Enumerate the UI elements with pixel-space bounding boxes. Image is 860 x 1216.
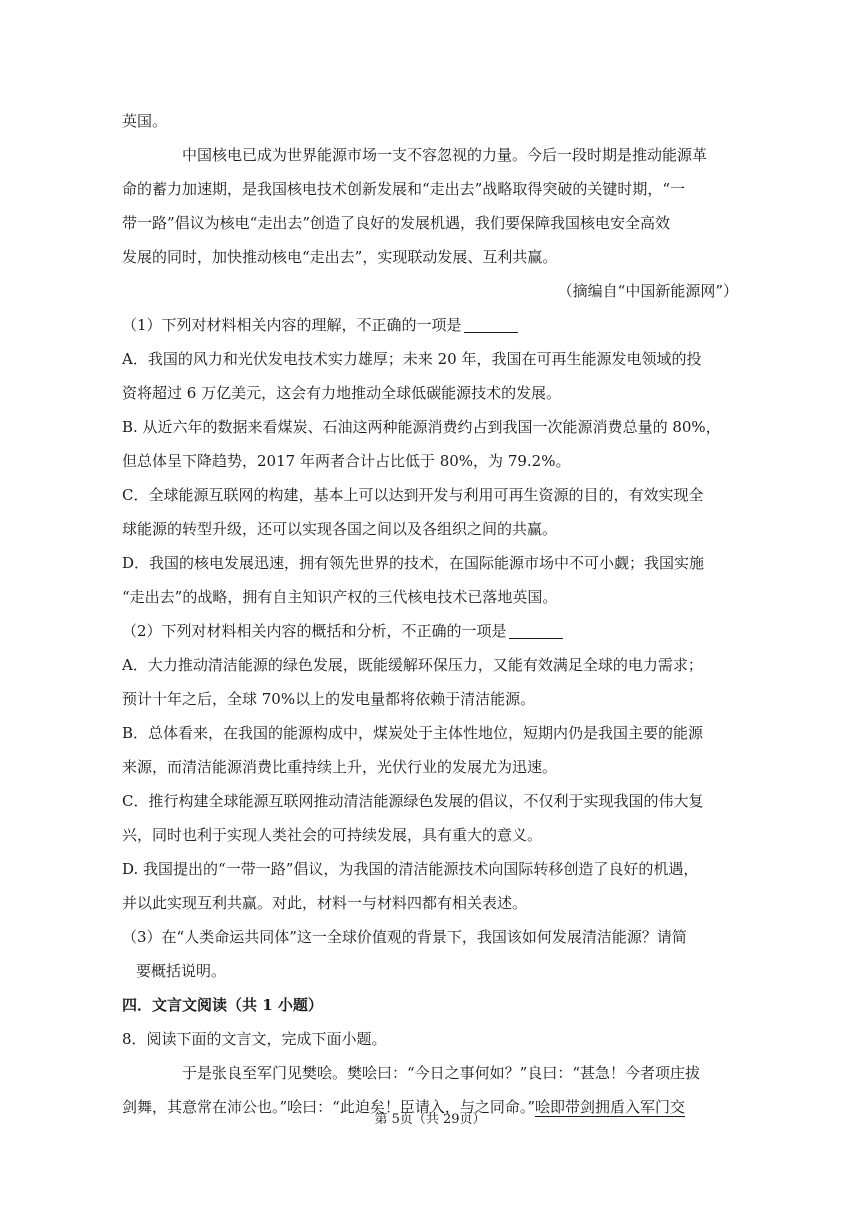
question-3-stem: （3）在“人类命运共同体”这一全球价值观的背景下，我国该如何发展清洁能源？请简 [122,928,687,946]
question-2-option-b: B．总体看来，在我国的能源构成中，煤炭处于主体性地位，短期内仍是我国主要的能源 [122,724,704,742]
passage-paragraph-line: 发展的同时，加快推动核电“走出去”，实现联动发展、互利共赢。 [122,248,558,266]
question-1-option-c: C．全球能源互联网的构建，基本上可以达到开发与利用可再生资源的目的，有效实现全 [122,486,704,504]
question-2-option-b-cont: 来源，而清洁能源消费比重持续上升，光伏行业的发展尤为迅速。 [122,758,558,776]
section-title: 四．文言文阅读（共 1 小题） [122,996,323,1014]
passage-source: （摘编自“中国新能源网”） [557,282,738,300]
classical-text-segment: 剑舞，其意常在沛公也。”哙曰：“此迫矣！臣请入，与之同命。” [122,1098,536,1116]
classical-text-line: 于是张良至军门见樊哙。樊哙曰：“今日之事何如？”良曰：“甚急！今者项庄拔 [182,1064,701,1082]
passage-paragraph-line: 命的蓄力加速期，是我国核电技术创新发展和“走出去”战略取得突破的关键时期，“一 [122,180,686,198]
question-2-stem-text: （2）下列对材料相关内容的概括和分析，不正确的一项是 [122,622,507,640]
question-2-option-c: C．推行构建全球能源互联网推动清洁能源绿色发展的倡议，不仅利于实现我国的伟大复 [122,792,704,810]
question-2-option-a-cont: 预计十年之后，全球 70%以上的发电量都将依赖于清洁能源。 [122,690,536,708]
question-3-stem-cont: 要概括说明。 [136,962,227,980]
page-content [122,104,738,1124]
question-1-option-a-cont: 资将超过 6 万亿美元，这会有力地推动全球低碳能源技术的发展。 [122,384,562,402]
question-1-option-a: A．我国的风力和光伏发电技术实力雄厚；未来 20 年，我国在可再生能源发电领域的投 [122,350,702,368]
question-8-stem: 8．阅读下面的文言文，完成下面小题。 [122,1030,387,1048]
question-1-stem [122,308,738,342]
question-2-stem [122,614,738,648]
answer-blank [464,314,518,333]
question-2-option-a: A．大力推动清洁能源的绿色发展，既能缓解环保压力，又能有效满足全球的电力需求； [122,656,703,674]
question-1-option-b-cont: 但总体呈下降趋势，2017 年两者合计占比低于 80%，为 79.2%。 [122,452,571,470]
question-1-option-b: B. 从近六年的数据来看煤炭、石油这两种能源消费约占到我国一次能源消费总量的 80%， [122,418,721,436]
question-1-option-d: D．我国的核电发展迅速，拥有领先世界的技术，在国际能源市场中不可小觑；我国实施 [122,554,705,572]
question-1-stem-text: （1）下列对材料相关内容的理解，不正确的一项是 [122,316,462,334]
classical-text-underlined: 哙即带剑拥盾入军门交 [535,1098,686,1116]
passage-paragraph-line: 中国核电已成为世界能源市场一支不容忽视的力量。今后一段时期是推动能源革 [182,146,708,164]
question-2-option-d: D. 我国提出的“一带一路”倡议，为我国的清洁能源技术向国际转移创造了良好的机遇， [122,860,699,878]
question-1-option-c-cont: 球能源的转型升级，还可以实现各国之间以及各组织之间的共赢。 [122,520,558,538]
question-2-option-c-cont: 兴，同时也利于实现人类社会的可持续发展，具有重大的意义。 [122,826,543,844]
passage-line: 英国。 [122,112,168,130]
question-2-option-d-cont: 并以此实现互利共赢。对此，材料一与材料四都有相关表述。 [122,894,528,912]
page-footer: 第 5页（共 29页） [374,1112,486,1127]
answer-blank [509,620,563,639]
passage-paragraph-line: 带一路”倡议为核电“走出去”创造了良好的发展机遇，我们要保障我国核电安全高效 [122,214,671,232]
question-1-option-d-cont: “走出去”的战略，拥有自主知识产权的三代核电技术已落地英国。 [122,588,558,606]
